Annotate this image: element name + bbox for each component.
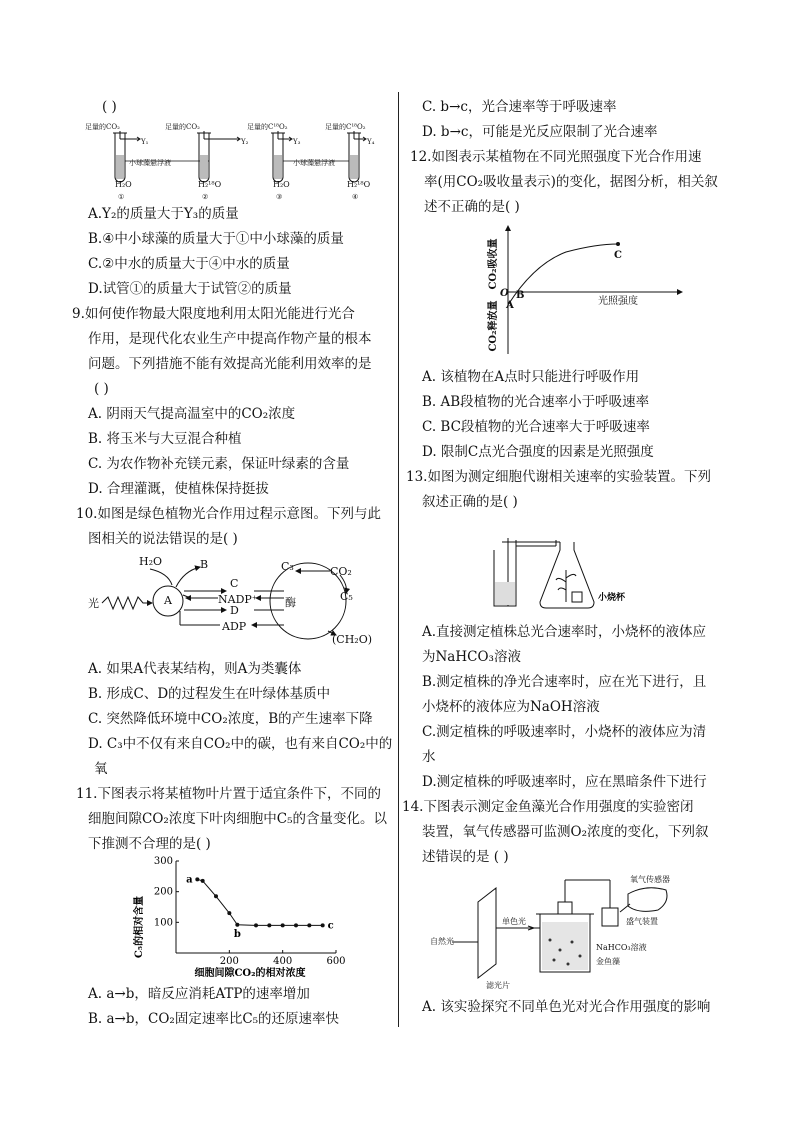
q8-option-d: D.试管①的质量大于试管②的质量 (88, 281, 292, 297)
q11-chart-point (321, 923, 325, 927)
q8-label-c18o2-2: 足量的C¹⁸O₂ (325, 123, 366, 131)
q8-label-h218o-2: H₂¹⁸O (347, 180, 371, 189)
q11-chart-point-label: c (327, 920, 334, 932)
q11-stem-line3: 下推测不合理的是( ) (88, 836, 211, 852)
q11-chart-xtick-label: 200 (219, 956, 239, 967)
q11-chart-point-label: a (186, 874, 193, 886)
q12-stem-line2: 率(用CO₂吸收量表示)的变化，据图分析，相关叙 (424, 174, 718, 190)
q11-chart-xtick-label: 400 (273, 956, 293, 967)
q12-ylabel-up: CO₂吸收量 (488, 238, 499, 290)
q12-light-curve (486, 222, 686, 357)
q12-option-a: A. 该植物在A点时只能进行呼吸作用 (422, 369, 640, 385)
q11-c5-chart (130, 855, 350, 980)
q10-label-enzyme: 酶 (285, 596, 296, 609)
q11-chart-point (195, 877, 199, 881)
q8-label-1: ① (118, 193, 125, 201)
q14-option-a: A. 该实验探究不同单色光对光合作用强度的影响 (422, 999, 711, 1015)
q8-label-co2-2: 足量的CO₂ (165, 123, 200, 131)
q10-label-h2o: H₂O (139, 555, 163, 568)
q10-label-b: B (200, 558, 209, 571)
q11-chart-point (235, 923, 239, 927)
q14-label-natural: 自然光 (430, 937, 454, 946)
column-divider (398, 92, 399, 1027)
q11-option-d: D. b→c，可能是光反应限制了光合速率 (422, 124, 658, 140)
q12-stem-line3: 述不正确的是( ) (424, 199, 520, 215)
q9-option-a: A. 阴雨天气提高温室中的CO₂浓度 (88, 406, 296, 422)
q9-stem-line2: 作用，是现代化农业生产中提高作物产量的根本 (88, 331, 372, 347)
q10-label-co2: CO₂ (330, 565, 352, 578)
q11-chart-point (294, 923, 298, 927)
q8-option-c: C.②中水的质量大于④中水的质量 (88, 256, 290, 272)
q8-label-y1: Y₁ (141, 138, 149, 146)
q13-option-c-cont: 水 (422, 749, 436, 765)
q11-chart-series-line (197, 879, 322, 925)
q11-chart-point (281, 923, 285, 927)
q12-option-b: B. AB段植物的光合速率小于呼吸速率 (422, 394, 650, 410)
q12-option-d: D. 限制C点光合强度的因素是光照强度 (422, 444, 654, 460)
q9-stem-line1: 9.如何使作物最大限度地利用太阳光能进行光合 (72, 306, 355, 322)
q8-label-suspension-1: 小球藻悬浮液 (129, 159, 171, 167)
q13-apparatus (488, 520, 668, 615)
q12-label-a: A (506, 300, 514, 311)
q8-label-h2o-1: H₂O (115, 180, 132, 189)
q10-label-ch2o: (CH₂O) (332, 633, 373, 646)
q10-option-b: B. 形成C、D的过程发生在叶绿体基质中 (88, 686, 331, 702)
q8-label-4: ④ (352, 193, 359, 201)
q8-test-tube-figure (85, 119, 385, 204)
q13-stem-line1: 13.如图为测定细胞代谢相关速率的实验装置。下列 (406, 469, 711, 485)
q13-label-cup: 小烧杯 (598, 593, 626, 603)
q14-stem-line1: 14.下图表示测定金鱼藻光合作用强度的实验密闭 (402, 799, 694, 815)
q13-stem-line2: 叙述正确的是( ) (422, 494, 518, 510)
q8-label-h2o-2: H₂O (273, 180, 290, 189)
q14-label-filter: 滤光片 (486, 981, 510, 990)
q8-label-h218o-1: H₂¹⁸O (198, 180, 222, 189)
q10-option-c: C. 突然降低环境中CO₂浓度，B的产生速率下降 (88, 711, 373, 727)
q10-label-c: C (230, 577, 239, 590)
q10-label-d: D (230, 604, 239, 617)
q11-chart-ytick-label: 300 (153, 856, 173, 867)
q8-label-2: ② (202, 193, 209, 201)
q13-option-a-cont: 为NaHCO₃溶液 (422, 649, 521, 665)
q9-option-b: B. 将玉米与大豆混合种植 (88, 431, 242, 447)
q11-chart-xlabel: 细胞间隙CO₂的相对浓度 (194, 968, 306, 979)
q8-label-co2-1: 足量的CO₂ (85, 123, 120, 131)
q10-label-a: A (164, 594, 172, 607)
q8-label-y2: Y₂ (241, 138, 249, 146)
q11-option-c: C. b→c，光合速率等于呼吸速率 (422, 99, 617, 115)
q8-option-a: A.Y₂的质量大于Y₃的质量 (88, 206, 239, 222)
q14-label-sensor: 氧气传感器 (630, 875, 670, 884)
q11-stem-line2: 细胞间隙CO₂浓度下叶肉细胞中C₅的含量变化。以 (88, 811, 388, 827)
q9-answer-blank: ( ) (94, 381, 109, 397)
q11-chart-ytick-label: 100 (153, 917, 173, 929)
q10-option-d: D. C₃中不仅有来自CO₂中的碳，也有来自CO₂中的 (88, 736, 393, 752)
q14-label-sealed: 盛气装置 (626, 917, 658, 926)
q11-chart-point (227, 911, 231, 915)
q10-option-a: A. 如果A代表某结构，则A为类囊体 (88, 661, 302, 677)
q11-chart-point (201, 879, 205, 883)
q12-label-b: B (516, 290, 525, 301)
q13-option-b-cont: 小烧杯的液体应为NaOH溶液 (422, 699, 600, 715)
q8-answer-blank: ( ) (102, 99, 117, 115)
q13-option-c: C.测定植株的呼吸速率时，小烧杯的液体应为清 (422, 724, 707, 740)
q12-xlabel: 光照强度 (598, 296, 638, 307)
q13-option-a: A.直接测定植株总光合速率时，小烧杯的液体应 (422, 624, 707, 640)
q14-apparatus (430, 872, 730, 992)
q13-option-d: D.测定植株的呼吸速率时，应在黑暗条件下进行 (422, 774, 707, 790)
q9-option-c: C. 为农作物补充镁元素，保证叶绿素的含量 (88, 456, 350, 472)
q8-option-b: B.④中小球藻的质量大于①中小球藻的质量 (88, 231, 344, 247)
q14-label-weed: 金鱼藻 (596, 957, 620, 966)
q8-label-suspension-2: 小球藻悬浮液 (293, 159, 335, 167)
q10-label-c5: C₅ (340, 590, 353, 603)
q11-chart-point (214, 894, 218, 898)
q8-label-y3: Y₃ (293, 138, 301, 146)
q10-label-c3: C₃ (281, 560, 294, 573)
q10-label-adp: ADP (222, 620, 247, 633)
q8-label-3: ③ (276, 193, 283, 201)
q10-stem-line1: 10.如图是绿色植物光合作用过程示意图。下列与此 (76, 506, 381, 522)
q11-chart-ylabel: C₅的相对含量 (134, 895, 145, 959)
q14-label-solution: NaHCO₃溶液 (596, 943, 647, 952)
q14-stem-line2: 装置，氧气传感器可监测O₂浓度的变化，下列叙 (422, 824, 709, 840)
q12-stem-line1: 12.如图表示某植物在不同光照强度下光合作用速 (410, 149, 702, 165)
q12-ylabel-down: CO₂释放量 (488, 300, 499, 352)
q8-label-c18o2-1: 足量的C¹⁸O₂ (247, 123, 288, 131)
q10-option-d-cont: 氧 (94, 761, 108, 777)
q14-stem-line3: 述错误的是 ( ) (422, 849, 509, 865)
q11-chart-point (307, 923, 311, 927)
q11-chart-xtick-label: 600 (326, 956, 346, 967)
q12-origin: O (500, 288, 509, 299)
q10-label-light: 光 (88, 597, 99, 610)
q10-label-nadp: NADP⁺ (218, 593, 258, 606)
q11-option-a: A. a→b，暗反应消耗ATP的速率增加 (88, 986, 310, 1002)
q12-option-c: C. BC段植物的光合速率大于呼吸速率 (422, 419, 650, 435)
q14-label-mono: 单色光 (502, 917, 526, 926)
q9-stem-line3: 问题。下列措施不能有效提高光能利用效率的是 (88, 356, 372, 372)
q8-label-y4: Y₄ (367, 138, 375, 146)
q9-option-d: D. 合理灌溉，使植株保持挺拔 (88, 481, 269, 497)
q10-stem-line2: 图相关的说法错误的是( ) (88, 531, 238, 547)
q11-chart-point-label: b (233, 928, 241, 940)
q11-chart-point (254, 923, 258, 927)
q10-photosynthesis-diagram (88, 553, 378, 648)
q11-chart-ytick-label: 200 (153, 886, 173, 898)
q12-label-c: C (614, 250, 622, 261)
q11-stem-line1: 11.下图表示将某植物叶片置于适宜条件下，不同的 (76, 786, 381, 802)
q11-chart-point (267, 923, 271, 927)
q13-option-b: B.测定植株的净光合速率时，应在光下进行，且 (422, 674, 707, 690)
q12-point-c (616, 242, 620, 246)
q11-option-b: B. a→b，CO₂固定速率比C₅的还原速率快 (88, 1011, 340, 1027)
